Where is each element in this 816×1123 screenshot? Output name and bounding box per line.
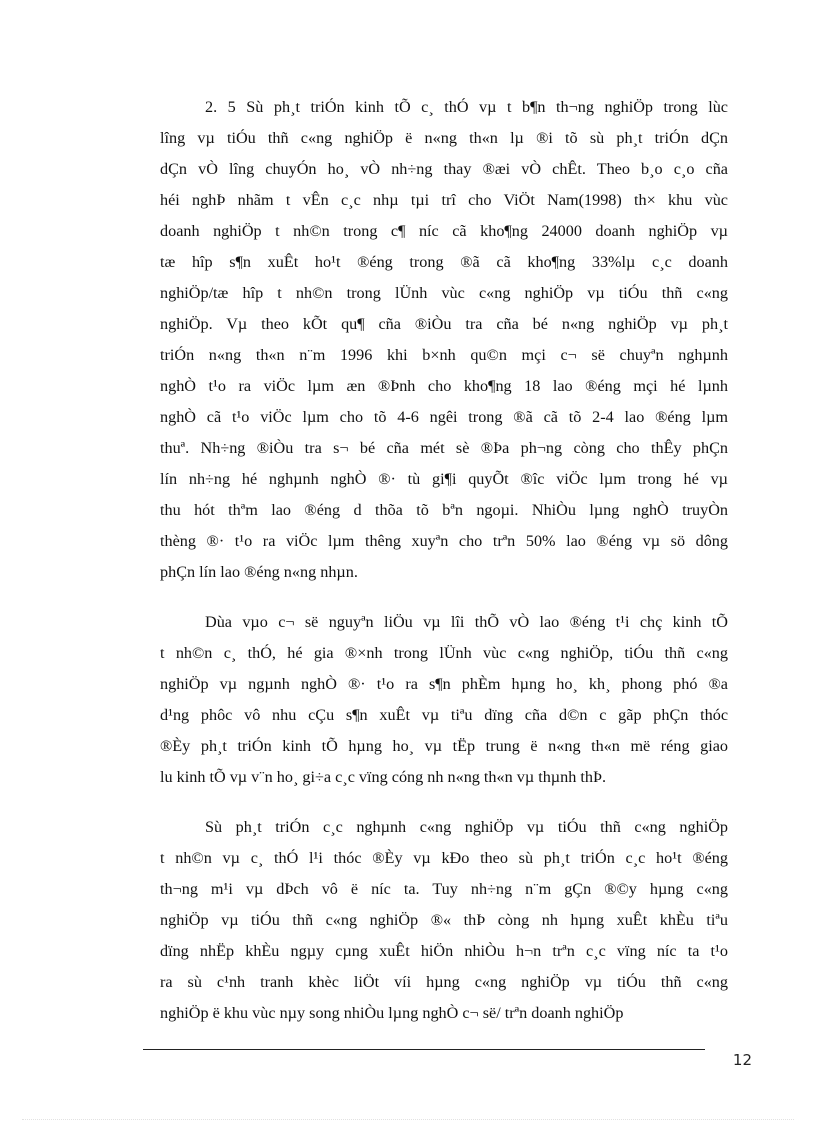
text-line: nghiÖp. Vµ theo kÕt qu¶ cña ®iÒu tra cña bé n«ng nghiÖp vµ ph¸t bbox=[160, 315, 728, 333]
text-line: dÇn vÒ lîng chuyÓn ho¸ vÒ nh÷ng thay ®æi vÒ chÊt. Theo b¸o c¸o cña bbox=[160, 160, 728, 178]
text-line: nghiÖp/tæ hîp t nh©n trong lÜnh vùc c«ng nghiÖp vµ tiÓu thñ c«ng bbox=[160, 284, 728, 302]
text-line: ra sù c¹nh tranh khèc liÖt víi hµng c«ng nghiÖp vµ tiÓu thñ c«ng bbox=[160, 973, 728, 991]
page-number: 12 bbox=[732, 1051, 752, 1069]
text-line: nghiÖp vµ tiÓu thñ c«ng nghiÖp ®« thÞ còng nh hµng xuÊt khÈu tiªu bbox=[160, 911, 728, 929]
text-line: thèng ®· t¹o ra viÖc lµm thêng xuyªn cho trªn 50% lao ®éng vµ sö dông bbox=[160, 532, 728, 550]
text-line: nghÒ t¹o ra viÖc lµm æn ®Þnh cho kho¶ng 18 lao ®éng mçi hé lµnh bbox=[160, 377, 728, 395]
footer-divider bbox=[143, 1049, 705, 1050]
text-line: thu hót thªm lao ®éng d thõa tõ bªn ngoµi. NhiÒu lµng nghÒ truyÒn bbox=[160, 501, 728, 519]
paragraph-3 bbox=[160, 812, 728, 1029]
page-bottom-edge bbox=[22, 1119, 794, 1120]
text-line: triÓn n«ng th«n n¨m 1996 khi b×nh qu©n mçi c¬ së chuyªn nghµnh bbox=[160, 346, 728, 364]
text-line: phÇn lín lao ®éng n«ng nhµn. bbox=[160, 563, 358, 581]
document-body bbox=[160, 92, 728, 1048]
text-line: ®Èy ph¸t triÓn kinh tÕ hµng ho¸ vµ tËp trung ë n«ng th«n më réng giao bbox=[160, 737, 728, 755]
text-line: d¹ng phôc vô nhu cÇu s¶n xuÊt vµ tiªu dïng cña d©n c gãp phÇn thóc bbox=[160, 706, 728, 724]
text-line: thuª. Nh÷ng ®iÒu tra s¬ bé cña mét sè ®Þa ph¬ng còng cho thÊy phÇn bbox=[160, 439, 728, 457]
text-line: doanh nghiÖp t nh©n trong c¶ níc cã kho¶ng 24000 doanh nghiÖp vµ bbox=[160, 222, 728, 240]
text-line: t nh©n c¸ thÓ, hé gia ®×nh trong lÜnh vùc c«ng nghiÖp, tiÓu thñ c«ng bbox=[160, 644, 728, 662]
text-line: nghiÖp ë khu vùc nµy song nhiÒu lµng nghÒ c¬ së/ trªn doanh nghiÖp bbox=[160, 1004, 624, 1022]
text-line: Sù ph¸t triÓn c¸c nghµnh c«ng nghiÖp vµ tiÓu thñ c«ng nghiÖp bbox=[205, 818, 728, 836]
text-line: lîng vµ tiÓu thñ c«ng nghiÖp ë n«ng th«n lµ ®i tõ sù ph¸t triÓn dÇn bbox=[160, 129, 728, 147]
text-line: 2. 5 Sù ph¸t triÓn kinh tÕ c¸ thÓ vµ t b¶n th¬ng nghiÖp trong lùc bbox=[205, 98, 728, 116]
text-line: héi nghÞ nhãm t vÊn c¸c nhµ tµi trî cho ViÖt Nam(1998) th× khu vùc bbox=[160, 191, 728, 209]
text-line: lu kinh tÕ vµ v¨n ho¸ gi÷a c¸c vïng cóng nh n«ng th«n vµ thµnh thÞ. bbox=[160, 768, 607, 786]
text-line: t nh©n vµ c¸ thÓ l¹i thóc ®Èy vµ kÐo theo sù ph¸t triÓn c¸c ho¹t ®éng bbox=[160, 849, 728, 867]
text-line: dïng nhËp khÈu ngµy cµng xuÊt hiÖn nhiÒu h¬n trªn c¸c vïng níc ta t¹o bbox=[160, 942, 728, 960]
text-line: lín nh÷ng hé nghµnh nghÒ ®· tù gi¶i quyÕt ®îc viÖc lµm trong hé vµ bbox=[160, 470, 728, 488]
paragraph-1 bbox=[160, 92, 728, 588]
text-line: nghÒ cã t¹o viÖc lµm cho tõ 4-6 ngêi trong ®ã cã tõ 2-4 lao ®éng lµm bbox=[160, 408, 728, 426]
text-line: Dùa vµo c¬ së nguyªn liÖu vµ lîi thÕ vÒ lao ®éng t¹i chç kinh tÕ bbox=[205, 613, 728, 631]
text-line: tæ hîp s¶n xuÊt ho¹t ®éng trong ®ã cã kho¶ng 33%lµ c¸c doanh bbox=[160, 253, 728, 271]
text-line: th¬ng m¹i vµ dÞch vô ë níc ta. Tuy nh÷ng n¨m gÇn ®©y hµng c«ng bbox=[160, 880, 728, 898]
paragraph-2 bbox=[160, 607, 728, 793]
text-line: nghiÖp vµ ngµnh nghÒ ®· t¹o ra s¶n phÈm hµng ho¸ kh¸ phong phó ®a bbox=[160, 675, 728, 693]
